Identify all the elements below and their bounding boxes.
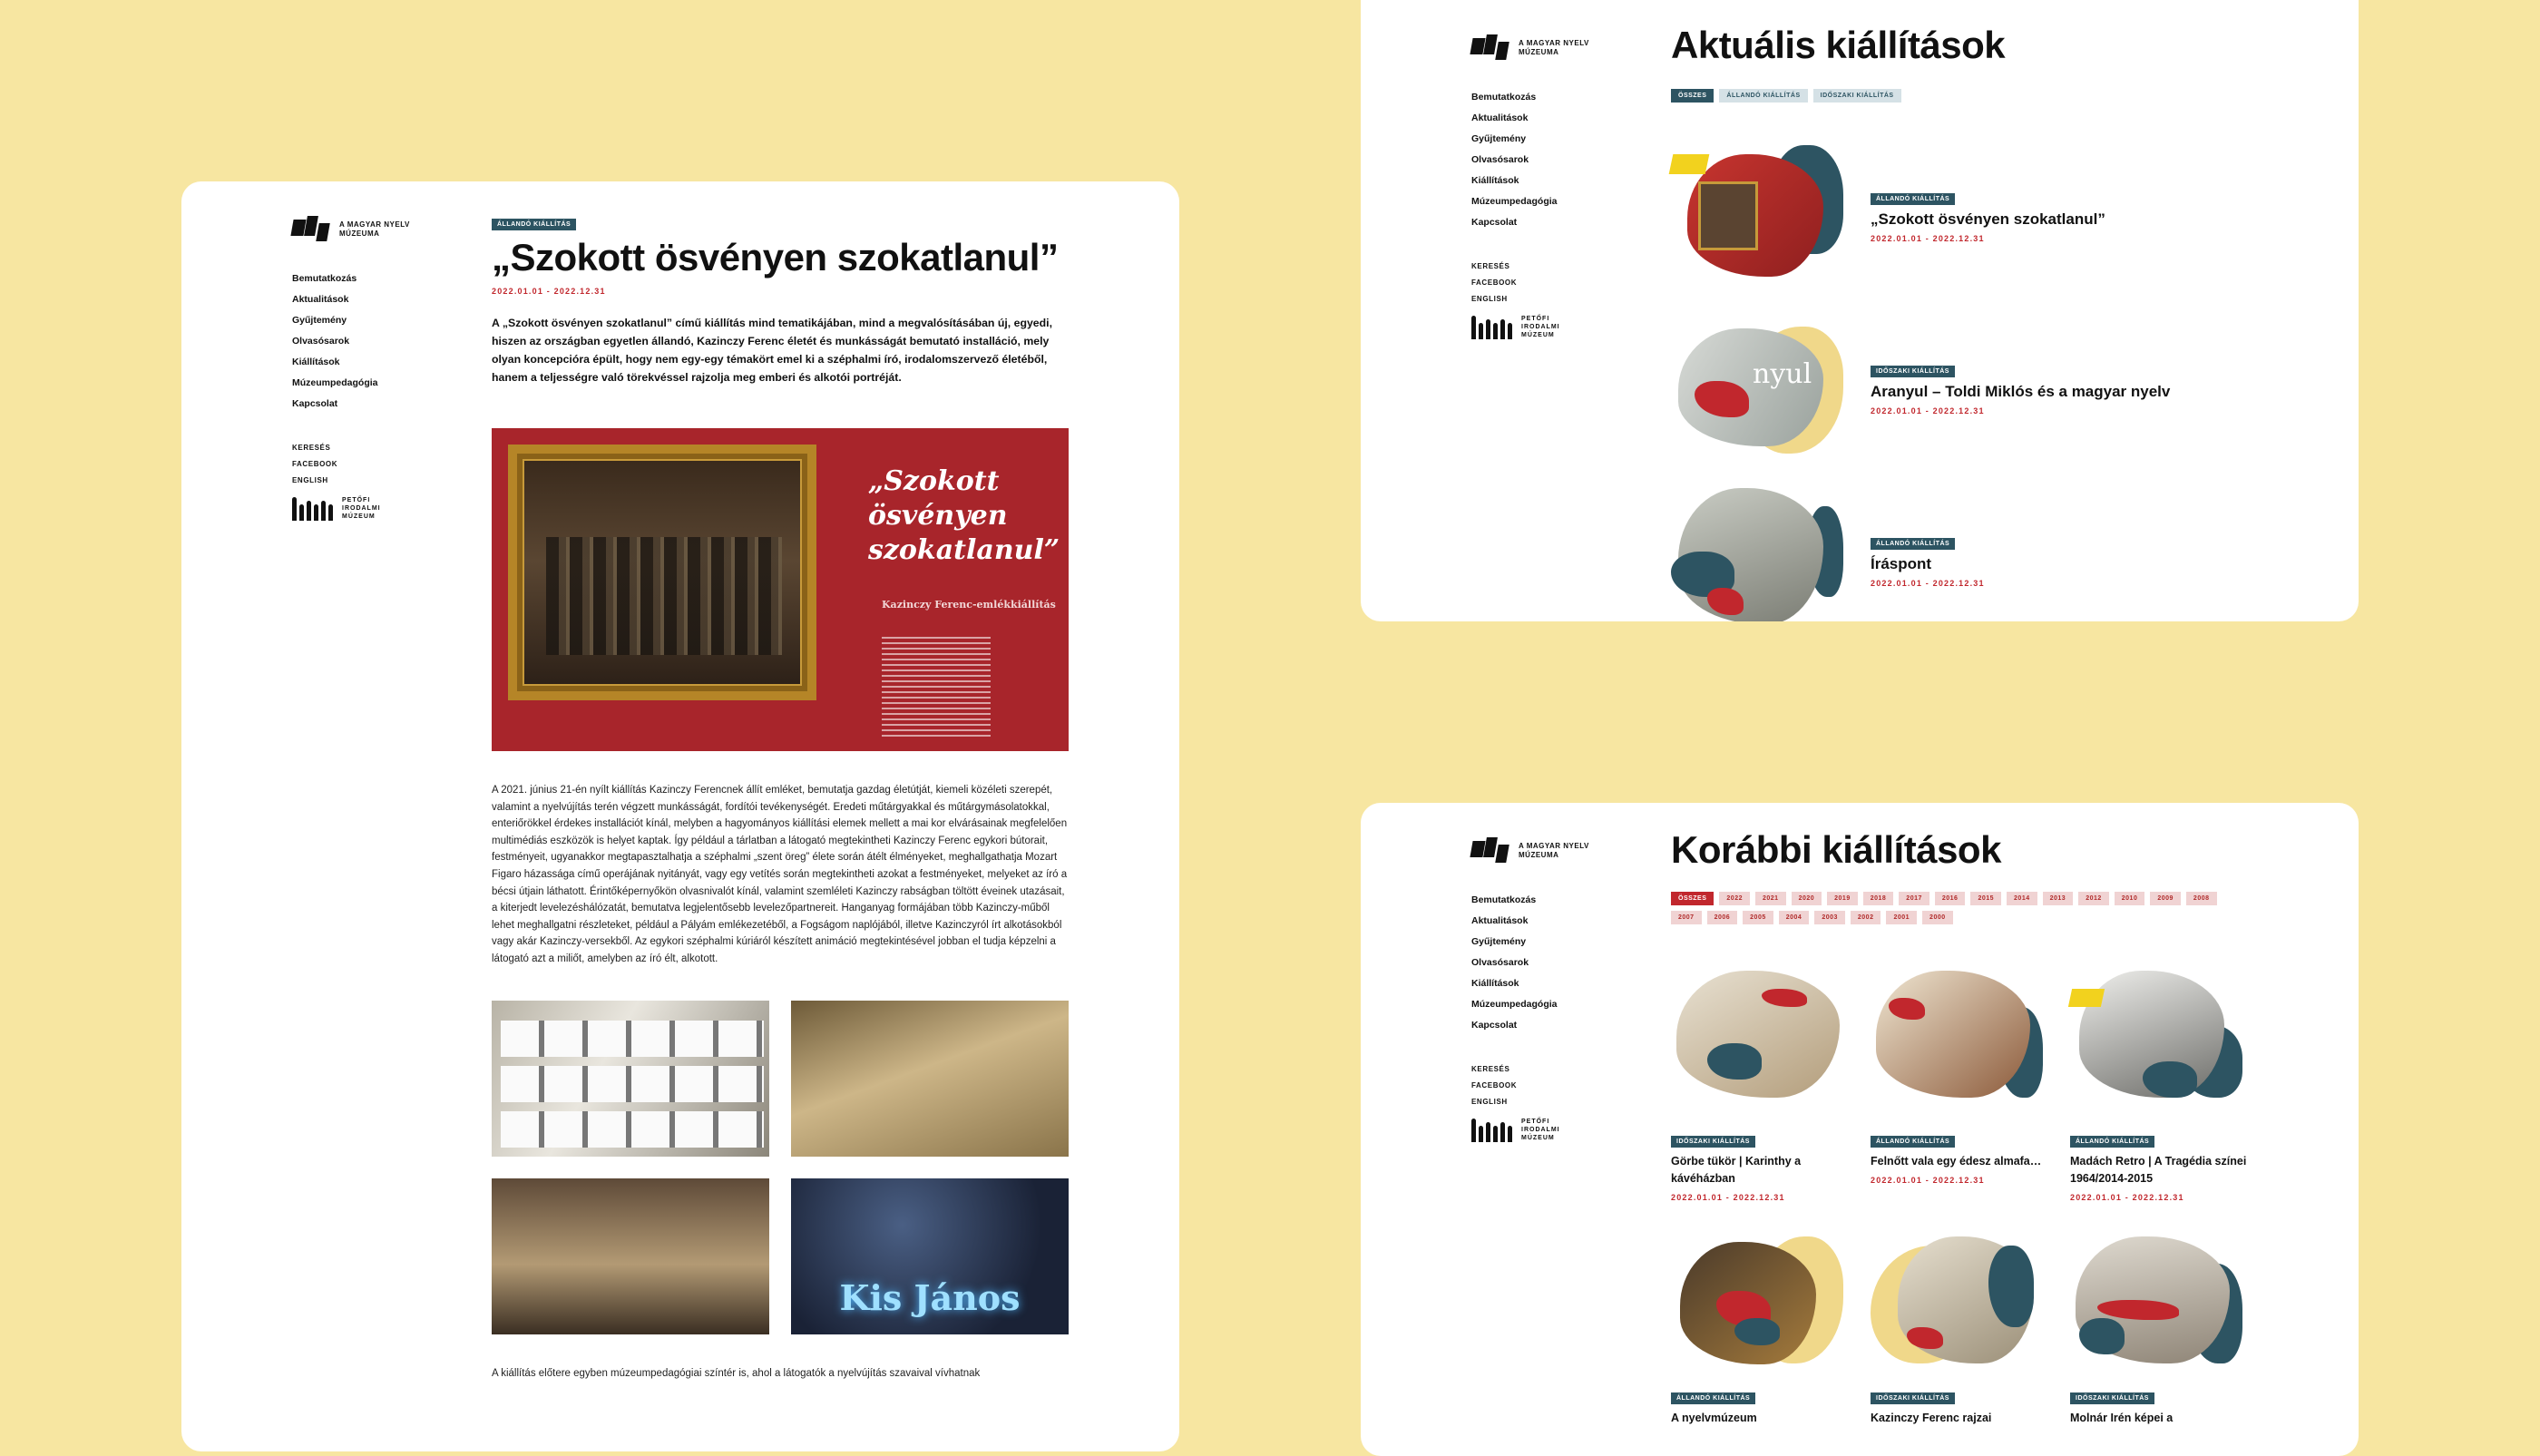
search-link[interactable]: KERESÉS [1471,1065,1510,1073]
exhibition-thumbnail[interactable] [1871,971,2043,1107]
search-link[interactable]: KERESÉS [292,444,331,452]
body-paragraph: A kiállítás előtere egyben múzeumpedagógiai színtér is, ahol a látogatók a nyelvújítás szavaival vívhatnak [492,1367,981,1379]
menu-item[interactable]: Gyűjtemény [1471,936,1527,947]
photo-gallery [492,1001,1069,1334]
partner-logo-text: PETŐFI IRODALMI MÚZEUM [1521,316,1560,338]
museum-logo-icon [1471,34,1509,62]
menu-item[interactable]: Aktualitások [1471,915,1529,926]
category-tag[interactable]: IDŐSZAKI KIÁLLÍTÁS [1871,1392,1955,1404]
exhibition-thumbnail[interactable] [1671,971,1843,1107]
hero-image [492,428,1069,751]
year-filter[interactable]: 2012 [2078,892,2109,905]
pim-logo-icon [1471,316,1512,339]
past-exhibitions-page [1361,803,2359,1456]
category-tag[interactable]: ÁLLANDÓ KIÁLLÍTÁS [2070,1136,2154,1148]
gallery-photo[interactable] [492,1001,769,1157]
year-filter[interactable]: 2006 [1707,911,1738,924]
menu-item[interactable]: Aktualitások [1471,112,1529,123]
hero-title: „Szokott ösvényen szokatlanul” [868,465,1060,566]
exhibition-item[interactable] [2070,1131,2252,1202]
category-tag[interactable]: ÁLLANDÓ KIÁLLÍTÁS [1671,1392,1755,1404]
museum-logo[interactable] [1471,34,1591,62]
menu-item[interactable]: Kapcsolat [1471,217,1518,228]
year-filter[interactable]: 2007 [1671,911,1702,924]
sidebar-nav [292,216,412,521]
menu-item[interactable]: Múzeumpedagógia [1471,999,1558,1010]
date-range: 2022.01.01 - 2022.12.31 [2070,1193,2184,1202]
partner-logo[interactable] [1471,1118,1591,1142]
date-range: 2022.01.01 - 2022.12.31 [1871,1176,1985,1185]
exhibition-thumbnail[interactable] [1871,1236,2043,1373]
year-filter[interactable]: 2003 [1814,911,1845,924]
main-menu [292,269,412,415]
gallery-photo[interactable] [492,1178,769,1334]
english-link[interactable]: ENGLISH [292,476,328,484]
year-filter[interactable]: 2014 [2007,892,2037,905]
exhibition-title[interactable]: Aranyul – Toldi Miklós és a magyar nyelv [1871,383,2171,400]
category-filters [1671,89,1901,103]
body-paragraph: A 2021. június 21-én nyílt kiállítás Kazinczy Ferencnek állít emléket, bemutatja gazdag életútját, kiemeli közéleti szerepét, valamint a nyelvújítás terén végzett munkásságát, fordítói tevékenységét. Eredeti műtárgyakkal és műtárgymásolatokkal, enteriőrökkel érdekes installációt kínál, melyben a hagyományos kiállítási elemek mellett a mai kor elvárásainak megfelelően multimédiás eszközök is helyet kaptak. Így például a tárlatban a látogató megtekintheti Kazinczy Ferenc egykori bútorait, festményeit, ugyanakkor megtapasztalhatja a széphalmi „szent öreg” élete során átélt élményeket, meghallgathatja Mozart Figaro házassága című operájának nyitányát, vagy egy vetítés során megtekintheti azokat a festményeket, melyeket az író a bécsi útjain láthatott. Érintőképernyőkön olvasnivalót kínál, valamint szemléleti Kazinczy rabságban töltött éveinek utazásait, a kiterjedt levelezéshálózatát, bemutatva legjelentősebb levelezőpartnereit. Hanganyag formájában több Kazinczy-műből lehet meghallgatni részleteket, például a Pályám emlékezetéből, a Fogságom naplójából, illetve Kazinczyról írt alkotásokból vagy akár Kazinczy-versekből. Az egykori széphalmi kúriáról készített animáció megtekintésével jobban el tudja képzelni a látogató azt a miliőt, amelyben az író élt, alkotott. [492,785,1068,964]
category-tag[interactable]: IDŐSZAKI KIÁLLÍTÁS [1671,1136,1755,1148]
hero-text-block [882,637,991,737]
projection-text: Kis János [839,1276,1021,1318]
exhibition-title[interactable]: Íráspont [1871,555,1932,572]
exhibition-thumbnail[interactable] [1671,488,1843,621]
menu-item[interactable]: Olvasósarok [292,336,350,347]
year-filter[interactable]: 2020 [1792,892,1822,905]
exhibition-thumbnail[interactable] [2070,1236,2242,1373]
exhibition-item[interactable] [1871,189,2105,243]
exhibition-thumbnail[interactable] [1671,1236,1843,1373]
filter-temporary[interactable]: IDŐSZAKI KIÁLLÍTÁS [1813,89,1901,103]
menu-item[interactable]: Múzeumpedagógia [292,377,378,388]
year-filter[interactable]: 2004 [1779,911,1810,924]
category-tag[interactable]: IDŐSZAKI KIÁLLÍTÁS [1871,366,1955,377]
lead-paragraph: A „Szokott ösvényen szokatlanul” című kiállítás mind tematikájában, mind a megvalósításában új, egyedi, hiszen az országban egyetlen állandó, Kazinczy Ferenc életét és munkásságát bemutató installáció, mely olyan koncepcióra épült, hogy nem egy-egy témakört emel ki a széphalmi író, irodalomszervező életéből, hanem a teljességre való törekvéssel rajzolja meg emberi és alkotói portréját. [492,317,1052,384]
exhibition-title[interactable]: Felnőtt vala egy édesz almafa… [1871,1155,2042,1168]
exhibition-title[interactable]: Madách Retro | A Tragédia színei 1964/2014-2015 [2070,1155,2247,1185]
museum-logo[interactable] [292,216,412,243]
menu-item[interactable]: Bemutatkozás [1471,92,1537,103]
menu-item[interactable]: Bemutatkozás [1471,894,1537,905]
filter-all[interactable]: ÖSSZES [1671,89,1714,103]
year-filter[interactable]: 2022 [1719,892,1750,905]
secondary-menu [292,440,412,489]
current-exhibitions-page [1361,0,2359,621]
museum-logo[interactable] [1471,837,1591,865]
year-filter[interactable]: 2008 [2186,892,2217,905]
year-filter[interactable]: 2015 [1970,892,2001,905]
year-filter[interactable]: 2010 [2115,892,2145,905]
museum-logo-icon [292,216,330,243]
secondary-menu [1471,259,1591,308]
date-range: 2022.01.01 - 2022.12.31 [1671,1193,1785,1202]
year-filter[interactable]: 2017 [1899,892,1929,905]
menu-item[interactable]: Gyűjtemény [1471,133,1527,144]
year-filter[interactable]: 2009 [2150,892,2181,905]
english-link[interactable]: ENGLISH [1471,1098,1508,1106]
menu-item[interactable]: Kiállítások [1471,978,1519,989]
english-link[interactable]: ENGLISH [1471,295,1508,303]
year-filter[interactable]: 2001 [1886,911,1917,924]
exhibition-item[interactable] [1671,1131,1852,1202]
filter-permanent[interactable]: ÁLLANDÓ KIÁLLÍTÁS [1719,89,1807,103]
year-filters [1671,892,2242,924]
menu-item[interactable]: Kapcsolat [292,398,338,409]
menu-item[interactable]: Gyűjtemény [292,315,347,326]
partner-logo[interactable] [1471,315,1591,339]
category-tag[interactable]: IDŐSZAKI KIÁLLÍTÁS [2070,1392,2154,1404]
museum-logo-text: A MAGYAR NYELV MÚZEUMA [339,220,410,238]
menu-item[interactable]: Kiállítások [1471,175,1519,186]
sidebar-nav [1471,837,1591,1142]
exhibition-item[interactable] [1871,1131,2052,1185]
page-title: Korábbi kiállítások [1671,828,2001,871]
pim-logo-icon [292,497,333,521]
gallery-photo[interactable] [791,1178,1069,1334]
date-range: 2022.01.01 - 2022.12.31 [1871,406,1985,415]
menu-item[interactable]: Aktualitások [292,294,349,305]
exhibition-thumbnail[interactable]: nyul [1671,318,1843,454]
year-filter[interactable]: 2019 [1827,892,1858,905]
secondary-menu [1471,1061,1591,1110]
menu-item[interactable]: Múzeumpedagógia [1471,196,1558,207]
facebook-link[interactable]: FACEBOOK [1471,278,1518,287]
partner-logo[interactable] [292,496,412,521]
year-filter[interactable]: 2021 [1755,892,1786,905]
facebook-link[interactable]: FACEBOOK [292,460,338,468]
museum-logo-text: A MAGYAR NYELV MÚZEUMA [1519,39,1589,56]
category-tag[interactable]: ÁLLANDÓ KIÁLLÍTÁS [492,219,576,230]
date-range: 2022.01.01 - 2022.12.31 [1871,579,1985,588]
facebook-link[interactable]: FACEBOOK [1471,1081,1518,1090]
date-range: 2022.01.01 - 2022.12.31 [1871,234,1985,243]
main-menu [1471,890,1591,1036]
main-menu [1471,87,1591,233]
gallery-photo[interactable] [791,1001,1069,1157]
year-filter[interactable]: 2000 [1922,911,1953,924]
menu-item[interactable]: Kiállítások [292,357,340,367]
exhibition-item[interactable] [1871,361,2170,415]
exhibition-thumbnail[interactable] [2070,971,2242,1107]
date-range: 2022.01.01 - 2022.12.31 [492,287,606,296]
hero-subtitle: Kazinczy Ferenc-emlékkiállítás [882,599,1056,611]
exhibition-item[interactable] [1871,533,1985,588]
year-filter[interactable]: 2018 [1863,892,1894,905]
menu-item[interactable]: Kapcsolat [1471,1020,1518,1031]
partner-logo-text: PETŐFI IRODALMI MÚZEUM [342,497,381,520]
museum-logo-icon [1471,837,1509,865]
year-filter[interactable]: 2005 [1743,911,1773,924]
sidebar-nav [1471,34,1591,339]
menu-item[interactable]: Bemutatkozás [292,273,357,284]
page-title: „Szokott ösvényen szokatlanul” [492,236,1059,278]
year-filter[interactable]: 2002 [1851,911,1881,924]
exhibition-thumbnail[interactable] [1671,145,1843,281]
exhibition-title[interactable]: Molnár Irén képei a [2070,1412,2174,1424]
page-title: Aktuális kiállítások [1671,24,2006,66]
exhibition-title[interactable]: Kazinczy Ferenc rajzai [1871,1412,1992,1424]
exhibition-title[interactable]: A nyelvmúzeum [1671,1412,1757,1424]
menu-item[interactable]: Olvasósarok [1471,154,1529,165]
partner-logo-text: PETŐFI IRODALMI MÚZEUM [1521,1119,1560,1141]
year-filter[interactable]: 2016 [1935,892,1966,905]
menu-item[interactable]: Olvasósarok [1471,957,1529,968]
year-filter-all[interactable]: ÖSSZES [1671,892,1714,905]
category-tag[interactable]: ÁLLANDÓ KIÁLLÍTÁS [1871,193,1955,205]
exhibition-title[interactable]: „Szokott ösvényen szokatlanul” [1871,210,2105,228]
category-tag[interactable]: ÁLLANDÓ KIÁLLÍTÁS [1871,1136,1955,1148]
category-tag[interactable]: ÁLLANDÓ KIÁLLÍTÁS [1871,538,1955,550]
exhibition-detail-page [181,181,1179,1451]
exhibition-title[interactable]: Görbe tükör | Karinthy a kávéházban [1671,1155,1802,1185]
museum-logo-text: A MAGYAR NYELV MÚZEUMA [1519,842,1589,859]
search-link[interactable]: KERESÉS [1471,262,1510,270]
year-filter[interactable]: 2013 [2043,892,2074,905]
pim-logo-icon [1471,1119,1512,1142]
article [492,214,1069,1392]
